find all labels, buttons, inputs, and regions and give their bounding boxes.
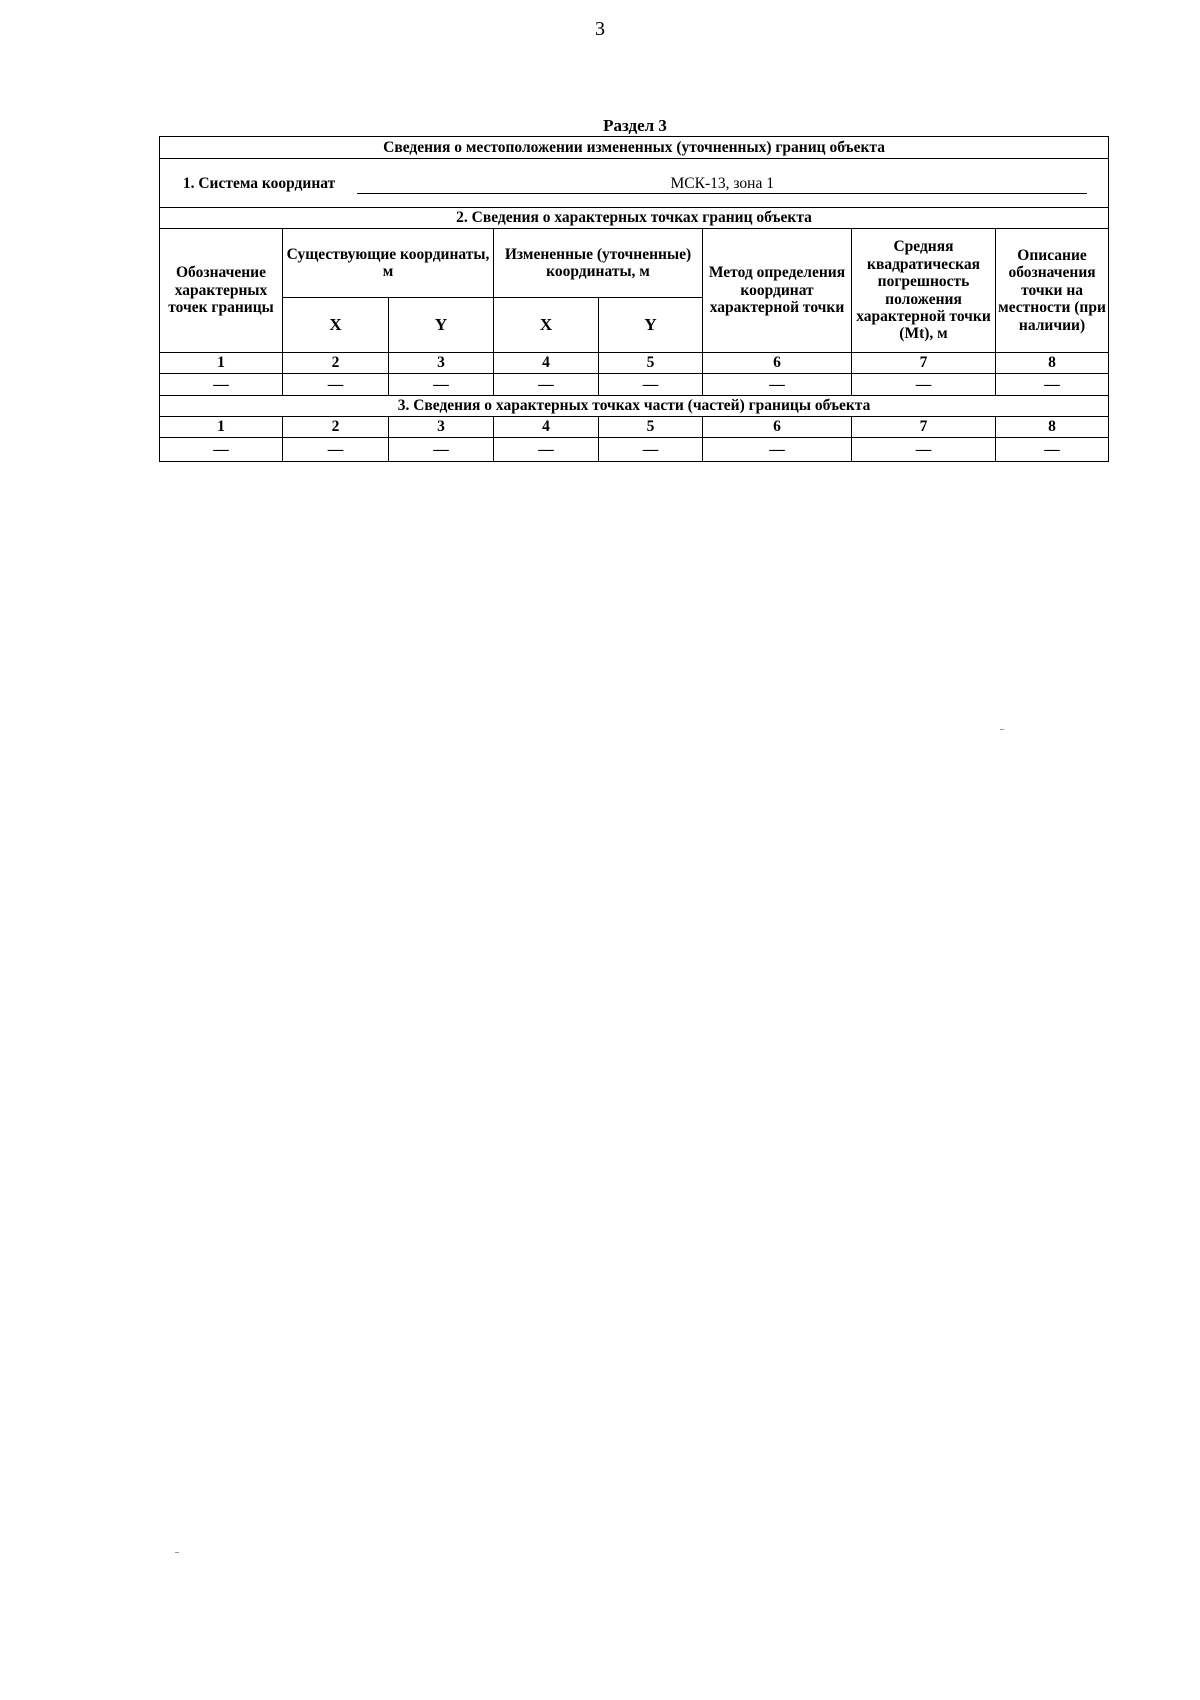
table-cell: — <box>852 438 996 462</box>
column-number: 2 <box>283 353 389 374</box>
column-number: 3 <box>389 417 494 438</box>
column-number: 7 <box>852 417 996 438</box>
column-number: 4 <box>494 353 599 374</box>
table-cell: — <box>703 438 852 462</box>
table-cell: — <box>494 438 599 462</box>
table-cell: — <box>996 438 1109 462</box>
scan-speck <box>1000 729 1004 730</box>
column-number: 8 <box>996 353 1109 374</box>
column-number: 1 <box>160 417 283 438</box>
column-number: 2 <box>283 417 389 438</box>
col-error-header: Средняя квадратическая погрешность положения характерной точки (Mt), м <box>852 229 996 353</box>
table-cell: — <box>852 374 996 396</box>
section2-column-numbers <box>160 353 1109 374</box>
table-cell: — <box>494 374 599 396</box>
section-title: Раздел 3 <box>603 116 667 135</box>
col-description-header: Описание обозначения точки на местности (при наличии) <box>996 229 1109 353</box>
coordinate-system-value: МСК-13, зона 1 <box>357 172 1087 193</box>
table-cell: — <box>283 438 389 462</box>
section3-data-row <box>160 438 1109 462</box>
coordinate-system-label: 1. Система координат <box>182 175 336 193</box>
column-number: 5 <box>599 417 703 438</box>
table-header: Сведения о местоположении измененных (уточненных) границ объекта <box>160 137 1109 159</box>
table-cell: — <box>599 438 703 462</box>
changed-x-header: X <box>494 298 599 353</box>
section2-title: 2. Сведения о характерных точках границ объекта <box>160 208 1109 229</box>
boundary-form-table <box>159 136 1109 462</box>
col-method-header: Метод определения координат характерной точки <box>703 229 852 353</box>
column-number: 7 <box>852 353 996 374</box>
column-number: 3 <box>389 353 494 374</box>
changed-y-header: Y <box>599 298 703 353</box>
table-cell: — <box>389 374 494 396</box>
existing-y-header: Y <box>389 298 494 353</box>
page-number: 3 <box>595 18 605 40</box>
existing-x-header: X <box>283 298 389 353</box>
table-cell: — <box>996 374 1109 396</box>
column-number: 5 <box>599 353 703 374</box>
column-number: 4 <box>494 417 599 438</box>
table-cell: — <box>160 438 283 462</box>
col-existing-header: Существующие координаты, м <box>283 229 494 298</box>
col-changed-header: Измененные (уточненные) координаты, м <box>494 229 703 298</box>
table-cell: — <box>389 438 494 462</box>
coordinate-system-row <box>160 159 1109 208</box>
table-cell: — <box>703 374 852 396</box>
table-cell: — <box>599 374 703 396</box>
section3-column-numbers <box>160 417 1109 438</box>
section2-data-row <box>160 374 1109 396</box>
column-number: 6 <box>703 417 852 438</box>
scan-speck <box>175 1552 179 1553</box>
column-number: 8 <box>996 417 1109 438</box>
column-number: 1 <box>160 353 283 374</box>
column-number: 6 <box>703 353 852 374</box>
col-designation-header: Обозначение характерных точек границы <box>160 229 283 353</box>
table-cell: — <box>160 374 283 396</box>
table-cell: — <box>283 374 389 396</box>
section3-title: 3. Сведения о характерных точках части (частей) границы объекта <box>160 396 1109 417</box>
